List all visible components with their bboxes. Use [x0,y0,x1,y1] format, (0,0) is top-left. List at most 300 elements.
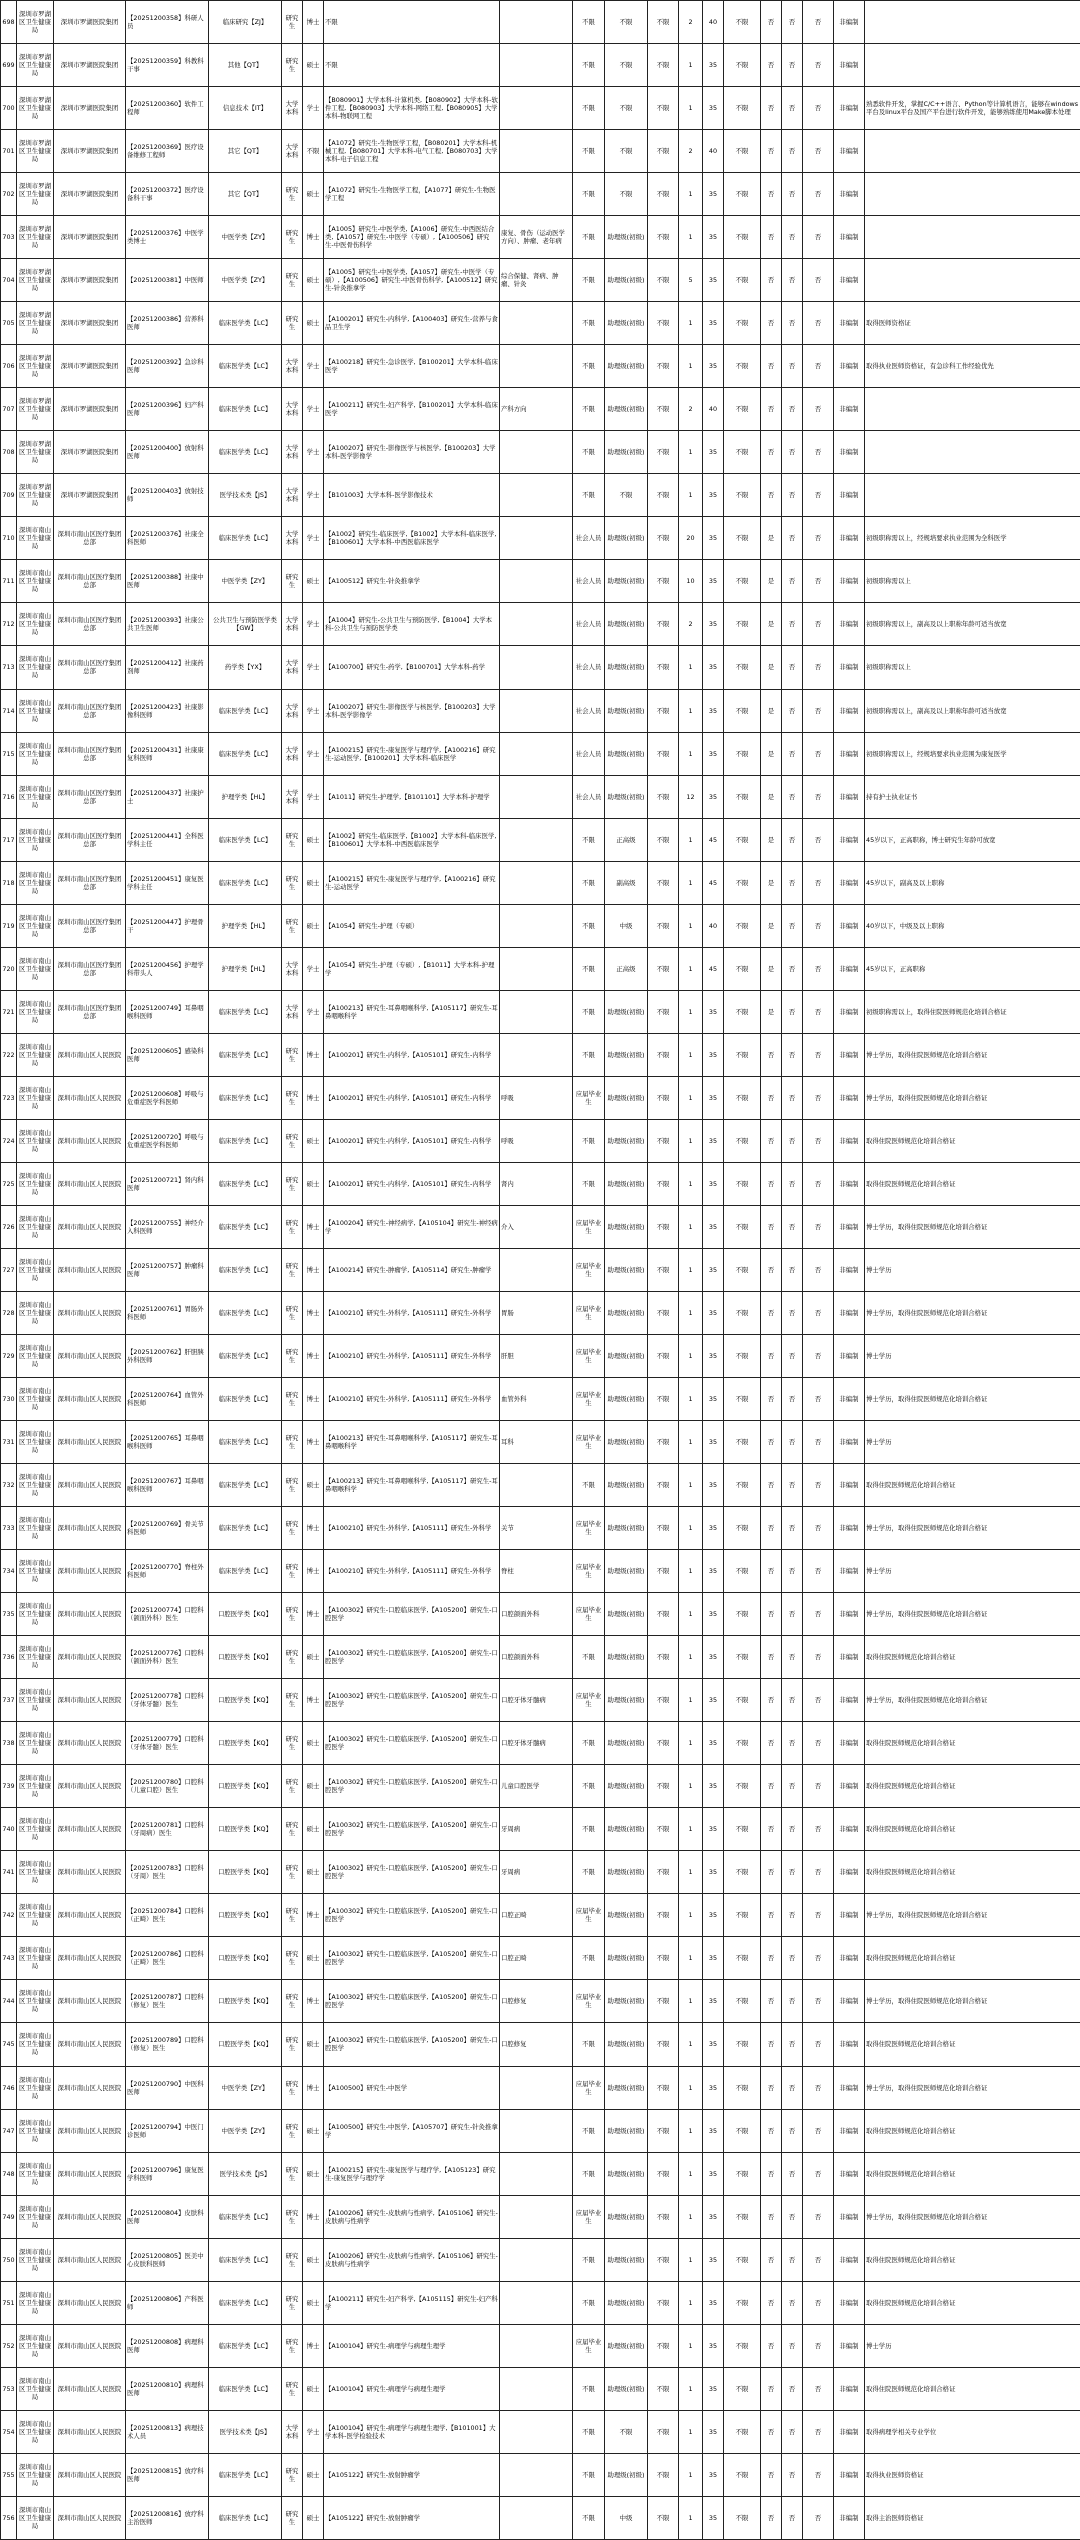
cell-title-requirement: 助理级(初级) [605,775,648,818]
cell-major-requirement: 【A100104】研究生-病理学与病理生理学 [324,2324,500,2367]
cell-hiring-department: 深圳市罗湖区卫生健康局 [17,130,54,173]
cell-max-age: 35 [703,2152,724,2195]
cell-full-time: 否 [803,431,834,474]
cell-staffing-type: 非编制 [834,1679,865,1722]
cell-hiring-department: 深圳市南山区卫生健康局 [17,517,54,560]
cell-max-age: 35 [703,1507,724,1550]
cell-full-time: 否 [803,87,834,130]
cell-probation: 否 [782,87,803,130]
cell-row-index: 729 [1,1334,17,1377]
cell-row-index: 735 [1,1593,17,1636]
cell-other-requirement: 不限 [648,345,679,388]
cell-headcount: 1 [679,1421,703,1464]
cell-hiring-unit: 深圳市南山区人民医院 [54,1937,126,1980]
cell-other-requirement: 不限 [648,2195,679,2238]
cell-major-requirement: 【A100215】研究生-康复医学与理疗学,【A100216】研究生-运动医学,【B100201】大学本科-临床医学 [324,732,500,775]
cell-full-time: 否 [803,1980,834,2023]
cell-hiring-unit: 深圳市罗湖医院集团 [54,474,126,517]
cell-full-time: 否 [803,689,834,732]
cell-education-level: 研究生 [282,2066,303,2109]
cell-hiring-unit: 深圳市南山区人民医院 [54,2152,126,2195]
cell-major-requirement: 【A1002】研究生-临床医学,【B1002】大学本科-临床医学,【B100601】大学本科-中西医临床医学 [324,517,500,560]
cell-hiring-department: 深圳市罗湖区卫生健康局 [17,173,54,216]
cell-row-index: 753 [1,2367,17,2410]
cell-education-level: 研究生 [282,861,303,904]
table-row [1,1162,1080,1205]
cell-headcount: 1 [679,2324,703,2367]
cell-education-level: 研究生 [282,1378,303,1421]
cell-residency: 否 [761,44,782,87]
cell-full-time: 否 [803,345,834,388]
cell-education-level: 研究生 [282,1722,303,1765]
cell-residency: 是 [761,603,782,646]
cell-probation: 否 [782,689,803,732]
cell-gender: 不限 [724,1937,761,1980]
cell-major-requirement: 【A100201】研究生-内科学,【A105101】研究生-内科学 [324,1076,500,1119]
cell-staffing-type: 非编制 [834,216,865,259]
cell-major-requirement: 【A1054】研究生-护理（专硕）,【B1011】大学本科-护理学 [324,947,500,990]
cell-position-code-name: 【20251200749】耳鼻咽喉科医师 [126,990,209,1033]
cell-max-age: 35 [703,2066,724,2109]
table-row [1,130,1080,173]
cell-full-time: 否 [803,861,834,904]
cell-position-category: 临床医学类【LC】 [209,1550,282,1593]
cell-position-code-name: 【20251200376】中医学类博士 [126,216,209,259]
cell-row-index: 699 [1,44,17,87]
cell-position-code-name: 【20251200813】病理技术人员 [126,2410,209,2453]
cell-research-direction [500,689,573,732]
cell-title-requirement: 助理级(初级) [605,1636,648,1679]
cell-full-time: 否 [803,130,834,173]
table-row [1,1894,1080,1937]
cell-hiring-department: 深圳市南山区卫生健康局 [17,2152,54,2195]
cell-applicant-type: 不限 [573,388,605,431]
cell-position-code-name: 【20251200456】护理学科带头人 [126,947,209,990]
cell-max-age: 45 [703,818,724,861]
cell-hiring-department: 深圳市南山区卫生健康局 [17,947,54,990]
cell-full-time: 否 [803,603,834,646]
cell-probation: 否 [782,474,803,517]
cell-education-level: 研究生 [282,1205,303,1248]
cell-row-index: 714 [1,689,17,732]
cell-research-direction: 肝胆 [500,1334,573,1377]
cell-research-direction: 肾内 [500,1162,573,1205]
cell-other-requirement: 不限 [648,431,679,474]
cell-position-code-name: 【20251200755】神经介入科医师 [126,1205,209,1248]
cell-research-direction [500,1,573,44]
cell-row-index: 752 [1,2324,17,2367]
cell-residency: 否 [761,2238,782,2281]
cell-remarks: 博士学历，取得住院医师规范化培训合格证 [865,2066,1080,2109]
cell-degree: 硕士 [303,1808,324,1851]
cell-degree: 学士 [303,732,324,775]
cell-max-age: 35 [703,603,724,646]
cell-gender: 不限 [724,2152,761,2195]
cell-probation: 否 [782,2023,803,2066]
cell-other-requirement: 不限 [648,603,679,646]
cell-degree: 学士 [303,87,324,130]
cell-residency: 是 [761,947,782,990]
cell-full-time: 否 [803,517,834,560]
cell-remarks [865,130,1080,173]
cell-hiring-unit: 深圳市南山区人民医院 [54,2496,126,2539]
cell-hiring-department: 深圳市南山区卫生健康局 [17,990,54,1033]
cell-probation: 否 [782,861,803,904]
cell-position-category: 口腔医学类【KQ】 [209,1722,282,1765]
cell-title-requirement: 助理级(初级) [605,1033,648,1076]
cell-degree: 硕士 [303,44,324,87]
cell-full-time: 否 [803,1894,834,1937]
cell-residency: 是 [761,646,782,689]
cell-full-time: 否 [803,646,834,689]
cell-title-requirement: 助理级(初级) [605,2109,648,2152]
cell-probation: 否 [782,1033,803,1076]
cell-research-direction: 血管外科 [500,1378,573,1421]
cell-full-time: 否 [803,1550,834,1593]
table-row [1,2496,1080,2539]
table-row [1,2066,1080,2109]
cell-research-direction: 儿童口腔医学 [500,1765,573,1808]
cell-staffing-type: 非编制 [834,1334,865,1377]
table-row [1,259,1080,302]
cell-headcount: 1 [679,1980,703,2023]
cell-remarks: 持有护士执业证书 [865,775,1080,818]
cell-title-requirement: 助理级(初级) [605,2195,648,2238]
cell-headcount: 1 [679,1550,703,1593]
cell-position-code-name: 【20251200804】皮肤科医师 [126,2195,209,2238]
cell-full-time: 否 [803,560,834,603]
cell-hiring-unit: 深圳市南山区人民医院 [54,1593,126,1636]
cell-full-time: 否 [803,990,834,1033]
cell-research-direction [500,990,573,1033]
cell-gender: 不限 [724,1076,761,1119]
table-row [1,173,1080,216]
cell-gender: 不限 [724,130,761,173]
cell-hiring-unit: 深圳市南山区人民医院 [54,1851,126,1894]
cell-gender: 不限 [724,1894,761,1937]
cell-remarks [865,173,1080,216]
table-row [1,2324,1080,2367]
cell-gender: 不限 [724,1464,761,1507]
cell-degree: 学士 [303,388,324,431]
cell-position-code-name: 【20251200720】呼吸与危重症医学科医师 [126,1119,209,1162]
cell-remarks: 博士学历，取得住院医师规范化培训合格证 [865,1593,1080,1636]
cell-remarks: 博士学历 [865,1248,1080,1291]
cell-education-level: 研究生 [282,2281,303,2324]
cell-education-level: 研究生 [282,173,303,216]
cell-title-requirement: 助理级(初级) [605,431,648,474]
cell-title-requirement: 助理级(初级) [605,1679,648,1722]
cell-position-code-name: 【20251200403】放射技师 [126,474,209,517]
cell-degree: 博士 [303,1248,324,1291]
cell-headcount: 1 [679,173,703,216]
cell-title-requirement: 助理级(初级) [605,560,648,603]
cell-probation: 否 [782,2367,803,2410]
cell-hiring-department: 深圳市南山区卫生健康局 [17,689,54,732]
cell-other-requirement: 不限 [648,646,679,689]
cell-applicant-type: 不限 [573,904,605,947]
cell-remarks: 博士学历，取得住院医师规范化培训合格证 [865,1894,1080,1937]
cell-other-requirement: 不限 [648,2410,679,2453]
cell-position-code-name: 【20251200808】病理科医师 [126,2324,209,2367]
table-row [1,87,1080,130]
cell-residency: 否 [761,1334,782,1377]
cell-title-requirement: 中级 [605,2496,648,2539]
cell-hiring-unit: 深圳市南山区人民医院 [54,2410,126,2453]
cell-gender: 不限 [724,990,761,1033]
cell-other-requirement: 不限 [648,861,679,904]
cell-hiring-unit: 深圳市罗湖医院集团 [54,87,126,130]
table-row [1,2367,1080,2410]
cell-major-requirement: 【A100210】研究生-外科学,【A105111】研究生-外科学 [324,1550,500,1593]
cell-position-code-name: 【20251200608】呼吸与危重症医学科医师 [126,1076,209,1119]
cell-remarks: 初级职称需以上 [865,646,1080,689]
cell-full-time: 否 [803,1464,834,1507]
cell-residency: 否 [761,2281,782,2324]
cell-residency: 否 [761,2109,782,2152]
cell-education-level: 研究生 [282,2367,303,2410]
cell-position-code-name: 【20251200358】科研人员 [126,1,209,44]
cell-degree: 硕士 [303,861,324,904]
cell-title-requirement: 助理级(初级) [605,1119,648,1162]
cell-research-direction: 产科方向 [500,388,573,431]
cell-remarks [865,44,1080,87]
cell-other-requirement: 不限 [648,1378,679,1421]
cell-hiring-department: 深圳市南山区卫生健康局 [17,1550,54,1593]
cell-hiring-department: 深圳市南山区卫生健康局 [17,1507,54,1550]
cell-education-level: 研究生 [282,2496,303,2539]
cell-staffing-type: 非编制 [834,1033,865,1076]
cell-remarks: 取得住院医师规范化培训合格证 [865,1162,1080,1205]
cell-degree: 硕士 [303,2023,324,2066]
cell-position-category: 临床医学类【LC】 [209,990,282,1033]
cell-hiring-unit: 深圳市罗湖医院集团 [54,259,126,302]
cell-probation: 否 [782,1980,803,2023]
cell-applicant-type: 社会人员 [573,646,605,689]
cell-degree: 硕士 [303,259,324,302]
cell-headcount: 1 [679,2152,703,2195]
table-row [1,1722,1080,1765]
cell-major-requirement: 【A100201】研究生-内科学,【A105101】研究生-内科学 [324,1119,500,1162]
cell-hiring-unit: 深圳市罗湖医院集团 [54,302,126,345]
cell-headcount: 1 [679,2195,703,2238]
cell-probation: 否 [782,1119,803,1162]
cell-education-level: 研究生 [282,1679,303,1722]
cell-remarks: 45岁以下，副高及以上职称 [865,861,1080,904]
cell-headcount: 1 [679,1679,703,1722]
cell-headcount: 1 [679,947,703,990]
cell-max-age: 35 [703,775,724,818]
cell-staffing-type: 非编制 [834,2152,865,2195]
cell-row-index: 707 [1,388,17,431]
cell-education-level: 研究生 [282,904,303,947]
cell-full-time: 否 [803,1851,834,1894]
cell-degree: 博士 [303,1076,324,1119]
cell-staffing-type: 非编制 [834,1205,865,1248]
cell-full-time: 否 [803,1162,834,1205]
cell-other-requirement: 不限 [648,1248,679,1291]
cell-staffing-type: 非编制 [834,2066,865,2109]
cell-major-requirement: 【A100500】研究生-中医学 [324,2066,500,2109]
cell-gender: 不限 [724,1119,761,1162]
cell-row-index: 743 [1,1937,17,1980]
cell-hiring-unit: 深圳市南山区人民医院 [54,1722,126,1765]
cell-max-age: 35 [703,1722,724,1765]
cell-degree: 博士 [303,1291,324,1334]
cell-other-requirement: 不限 [648,2023,679,2066]
cell-education-level: 研究生 [282,1291,303,1334]
cell-major-requirement: 【A100211】研究生-妇产科学,【B100201】大学本科-临床医学 [324,388,500,431]
cell-hiring-unit: 深圳市南山区人民医院 [54,1248,126,1291]
cell-applicant-type: 社会人员 [573,732,605,775]
cell-gender: 不限 [724,1593,761,1636]
cell-staffing-type: 非编制 [834,1722,865,1765]
cell-hiring-unit: 深圳市南山区医疗集团总部 [54,947,126,990]
cell-staffing-type: 非编制 [834,775,865,818]
cell-other-requirement: 不限 [648,1722,679,1765]
cell-row-index: 750 [1,2238,17,2281]
cell-remarks: 博士学历，取得住院医师规范化培训合格证 [865,1076,1080,1119]
cell-full-time: 否 [803,1119,834,1162]
cell-row-index: 706 [1,345,17,388]
cell-position-category: 公共卫生与预防医学类【GW】 [209,603,282,646]
cell-major-requirement: 【A100302】研究生-口腔临床医学,【A105200】研究生-口腔医学 [324,1894,500,1937]
cell-row-index: 701 [1,130,17,173]
cell-research-direction [500,2367,573,2410]
cell-row-index: 698 [1,1,17,44]
cell-probation: 否 [782,2496,803,2539]
table-row [1,517,1080,560]
cell-other-requirement: 不限 [648,1334,679,1377]
cell-probation: 否 [782,1421,803,1464]
cell-hiring-department: 深圳市南山区卫生健康局 [17,1593,54,1636]
cell-degree: 不限 [303,130,324,173]
cell-headcount: 1 [679,1334,703,1377]
cell-staffing-type: 非编制 [834,2109,865,2152]
cell-staffing-type: 非编制 [834,1980,865,2023]
cell-probation: 否 [782,431,803,474]
cell-gender: 不限 [724,87,761,130]
table-row [1,1937,1080,1980]
cell-headcount: 2 [679,603,703,646]
cell-probation: 否 [782,302,803,345]
cell-max-age: 35 [703,2238,724,2281]
cell-remarks: 取得住院医师规范化培训合格证 [865,1937,1080,1980]
cell-research-direction [500,2410,573,2453]
cell-title-requirement: 助理级(初级) [605,2281,648,2324]
cell-major-requirement: 【A100218】研究生-急诊医学,【B100201】大学本科-临床医学 [324,345,500,388]
cell-probation: 否 [782,1507,803,1550]
cell-residency: 否 [761,1291,782,1334]
cell-remarks: 45岁以下，正高职称 [865,947,1080,990]
cell-research-direction [500,517,573,560]
cell-title-requirement: 助理级(初级) [605,216,648,259]
cell-full-time: 否 [803,2195,834,2238]
cell-staffing-type: 非编制 [834,1894,865,1937]
cell-residency: 否 [761,2324,782,2367]
cell-hiring-department: 深圳市南山区卫生健康局 [17,1291,54,1334]
cell-applicant-type: 不限 [573,173,605,216]
cell-probation: 否 [782,1248,803,1291]
cell-hiring-department: 深圳市南山区卫生健康局 [17,1162,54,1205]
cell-major-requirement: 【A100210】研究生-外科学,【A105111】研究生-外科学 [324,1291,500,1334]
cell-hiring-unit: 深圳市南山区人民医院 [54,1464,126,1507]
cell-other-requirement: 不限 [648,130,679,173]
table-row [1,44,1080,87]
cell-position-category: 临床医学类【LC】 [209,345,282,388]
cell-max-age: 35 [703,732,724,775]
cell-degree: 硕士 [303,302,324,345]
cell-headcount: 1 [679,1205,703,1248]
cell-degree: 硕士 [303,904,324,947]
cell-max-age: 35 [703,302,724,345]
cell-hiring-department: 深圳市南山区卫生健康局 [17,2109,54,2152]
cell-max-age: 35 [703,1421,724,1464]
cell-position-code-name: 【20251200781】口腔科（牙周病）医生 [126,1808,209,1851]
cell-full-time: 否 [803,775,834,818]
cell-position-code-name: 【20251200790】中医科医师 [126,2066,209,2109]
cell-staffing-type: 非编制 [834,388,865,431]
cell-full-time: 否 [803,1334,834,1377]
cell-hiring-unit: 深圳市南山区人民医院 [54,2324,126,2367]
cell-residency: 否 [761,2410,782,2453]
table-row [1,1808,1080,1851]
cell-max-age: 35 [703,517,724,560]
cell-max-age: 35 [703,1076,724,1119]
cell-hiring-unit: 深圳市南山区医疗集团总部 [54,603,126,646]
cell-degree: 学士 [303,689,324,732]
cell-position-category: 临床医学类【LC】 [209,1076,282,1119]
cell-major-requirement: 【A100500】研究生-中医学,【A105707】研究生-针灸推拿学 [324,2109,500,2152]
cell-gender: 不限 [724,1722,761,1765]
cell-position-category: 其它【QT】 [209,173,282,216]
cell-education-level: 研究生 [282,2023,303,2066]
cell-title-requirement: 助理级(初级) [605,1421,648,1464]
cell-degree: 硕士 [303,2496,324,2539]
cell-staffing-type: 非编制 [834,1937,865,1980]
cell-remarks: 博士学历 [865,1334,1080,1377]
cell-gender: 不限 [724,2195,761,2238]
cell-headcount: 1 [679,1593,703,1636]
cell-position-category: 临床医学类【LC】 [209,388,282,431]
cell-other-requirement: 不限 [648,1894,679,1937]
cell-headcount: 5 [679,259,703,302]
cell-full-time: 否 [803,2109,834,2152]
cell-gender: 不限 [724,1,761,44]
cell-education-level: 研究生 [282,1636,303,1679]
cell-max-age: 35 [703,1162,724,1205]
cell-position-code-name: 【20251200806】产科医师 [126,2281,209,2324]
cell-position-code-name: 【20251200761】胃肠外科医师 [126,1291,209,1334]
cell-probation: 否 [782,1722,803,1765]
cell-gender: 不限 [724,689,761,732]
cell-probation: 否 [782,775,803,818]
cell-max-age: 35 [703,2367,724,2410]
cell-hiring-unit: 深圳市南山区医疗集团总部 [54,732,126,775]
cell-research-direction [500,1033,573,1076]
cell-remarks: 取得住院医师规范化培训合格证 [865,2109,1080,2152]
cell-other-requirement: 不限 [648,2453,679,2496]
cell-row-index: 747 [1,2109,17,2152]
cell-residency: 是 [761,990,782,1033]
cell-remarks: 取得住院医师规范化培训合格证 [865,1851,1080,1894]
cell-position-category: 口腔医学类【KQ】 [209,1765,282,1808]
cell-row-index: 725 [1,1162,17,1205]
cell-residency: 否 [761,1808,782,1851]
cell-staffing-type: 非编制 [834,2410,865,2453]
cell-major-requirement: 【A100210】研究生-外科学,【A105111】研究生-外科学 [324,1507,500,1550]
cell-applicant-type: 不限 [573,990,605,1033]
